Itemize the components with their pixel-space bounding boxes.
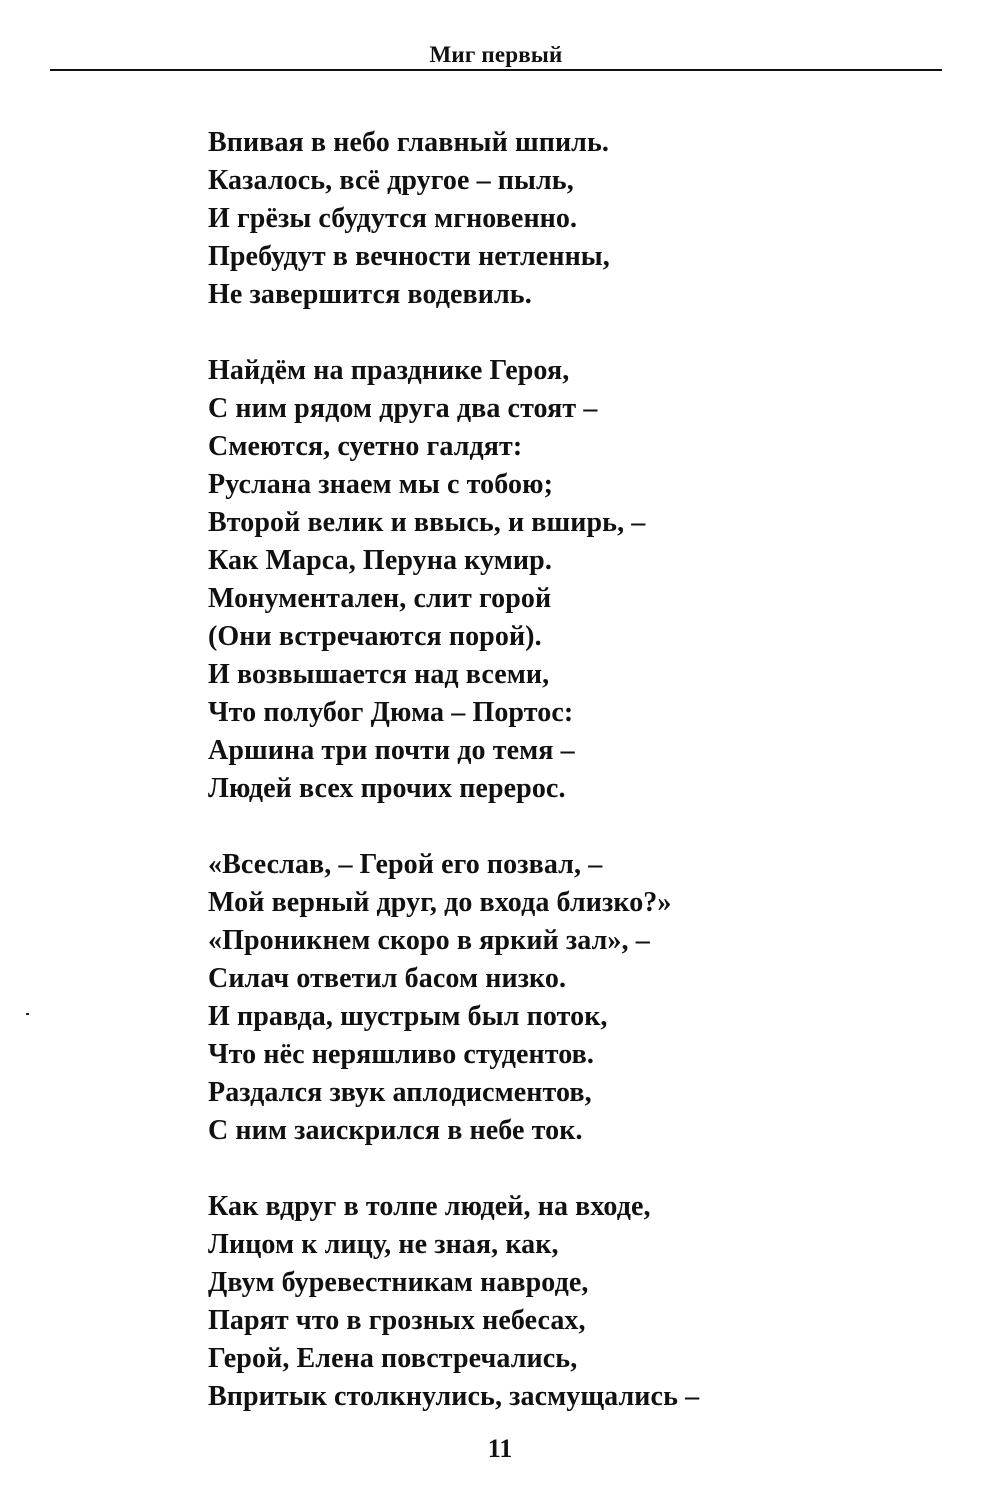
poem-line: Руслана знаем мы с тобою; [208, 469, 553, 500]
stanza-2 [208, 352, 768, 808]
poem-line: Парят что в грозных небесах, [208, 1305, 586, 1336]
header-rule [50, 69, 942, 71]
poem-line: Что полубог Дюма – Портос: [208, 697, 574, 728]
stanza-3 [208, 846, 768, 1150]
poem-line: Как вдруг в толпе людей, на входе, [208, 1191, 651, 1222]
print-speck [26, 1013, 29, 1015]
poem-line: Что нёс неряшливо студентов. [208, 1039, 594, 1070]
poem-line: Как Марса, Перуна кумир. [208, 545, 552, 576]
stanza-4 [208, 1188, 768, 1416]
page-number: 11 [487, 1434, 513, 1463]
poem-line: Силач ответил басом низко. [208, 963, 567, 994]
poem-line: Не завершится водевиль. [208, 279, 532, 310]
poem-line: Двум буревестникам навроде, [208, 1267, 589, 1298]
poem-line: Найдём на празднике Героя, [208, 355, 570, 386]
poem-line: С ним заискрился в небе ток. [208, 1115, 583, 1146]
poem-line: Раздался звук аплодисментов, [208, 1077, 592, 1108]
poem-line: Герой, Елена повстречались, [208, 1343, 578, 1374]
poem-line: Впритык столкнулись, засмущались – [208, 1381, 700, 1412]
poem-line: Лицом к лицу, не зная, как, [208, 1229, 559, 1260]
poem-line: И грёзы сбудутся мгновенно. [208, 203, 578, 234]
poem-line: И возвышается над всеми, [208, 659, 550, 690]
running-header [50, 40, 942, 74]
poem-line: Казалось, всё другое – пыль, [208, 165, 574, 196]
poem-line: Аршина три почти до темя – [208, 735, 575, 766]
poem-line: Смеются, суетно галдят: [208, 431, 523, 462]
poem-line: И правда, шустрым был поток, [208, 1001, 608, 1032]
poem-line: Мой верный друг, до входа близко?» [208, 887, 672, 918]
chapter-title: Миг первый [429, 42, 563, 67]
poem-line: Монументален, слит горой [208, 583, 552, 614]
poem-line: (Они встречаются порой). [208, 621, 542, 652]
stanza-1 [208, 124, 768, 314]
poem-line: «Всеслав, – Герой его позвал, – [208, 849, 603, 880]
poem-line: Впивая в небо главный шпиль. [208, 127, 609, 158]
poem-line: С ним рядом друга два стоят – [208, 393, 598, 424]
poem-body [208, 124, 768, 1454]
poem-line: Людей всех прочих перерос. [208, 773, 566, 804]
poem-line: «Проникнем скоро в яркий зал», – [208, 925, 650, 956]
poem-line: Второй велик и ввысь, и вширь, – [208, 507, 646, 538]
poem-line: Пребудут в вечности нетленны, [208, 241, 610, 272]
